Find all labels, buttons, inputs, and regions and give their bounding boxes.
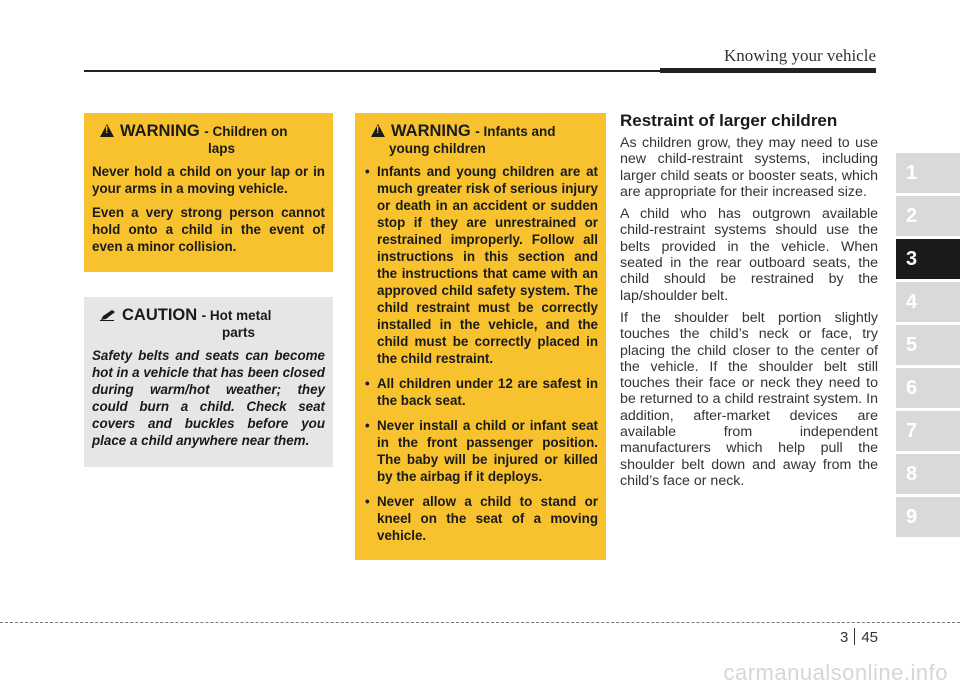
chapter-tab-3[interactable]: 3 <box>896 239 960 279</box>
warning-triangle-icon <box>100 124 114 137</box>
page-number-separator <box>854 628 855 645</box>
warning-triangle-icon <box>371 124 385 137</box>
chapter-tab-6[interactable]: 6 <box>896 368 960 408</box>
header-rule-accent <box>660 68 876 73</box>
list-item: • Never allow a child to stand or kneel on the seat of a moving vehicle. <box>363 493 598 544</box>
body-paragraph: As children grow, they may need to use new child-restraint systems, including larger child seats or booster seats, which are appropriate for their increased size. <box>620 135 878 200</box>
warning-infants-box <box>355 113 606 560</box>
section-title: Restraint of larger children <box>620 111 838 130</box>
body-paragraph: If the shoulder belt portion slightly touches the child’s neck or face, try placing the child closer to the center of the vehicle. If the shoulder belt still touches their face or neck they need to be returned to a child restraint system. In addition, after-market devices are available from independent manufacturers which help pull the shoulder belt down and away from the child’s face or neck. <box>620 309 878 489</box>
chapter-tab-1[interactable]: 1 <box>896 153 960 193</box>
pencil-icon <box>100 309 116 321</box>
warning-title: !WARNING - Infants and young children <box>363 123 598 157</box>
chapter-tab-9[interactable]: 9 <box>896 497 960 537</box>
section-body <box>620 135 878 495</box>
body-paragraph: A child who has outgrown available child-restraint systems should use the belts provided in the vehicle. When seated in the rear outboard seats, the child should be restrained by the lap/shoulder belt. <box>620 206 878 304</box>
chapter-tabs <box>896 153 960 540</box>
warning-paragraph: Never hold a child on your lap or in your arms in a moving vehicle. <box>92 164 325 196</box>
chapter-tab-8[interactable]: 8 <box>896 454 960 494</box>
chapter-tab-2[interactable]: 2 <box>896 196 960 236</box>
warning-children-on-laps-box <box>84 113 333 272</box>
chapter-tab-4[interactable]: 4 <box>896 282 960 322</box>
watermark: carmanualsonline.info <box>723 660 948 685</box>
chapter-tab-5[interactable]: 5 <box>896 325 960 365</box>
list-item: • All children under 12 are safest in the back seat. <box>363 375 598 409</box>
header-title: Knowing your vehicle <box>723 46 876 65</box>
footer-rule <box>0 622 960 623</box>
chapter-number: 3 <box>839 629 849 646</box>
chapter-tab-7[interactable]: 7 <box>896 411 960 451</box>
caution-text: Safety belts and seats can become hot in a vehicle that has been closed during warm/hot weather; they could burn a child. Check seat covers and buckles before you place a child anywhere near them. <box>92 348 325 448</box>
caution-hot-metal-box <box>84 297 333 467</box>
warning-paragraph: Even a very strong person cannot hold onto a child in the event of even a minor collision. <box>92 205 325 254</box>
list-item: • Infants and young children are at much greater risk of serious injury or death in an accident or sudden stop if they are unrestrained or restrained improperly. Follow all instructions in this section and the instructions that came with an approved child safety system. The child restraint must be correctly installed in the vehicle, and the child must be correctly placed in the child restraint. <box>363 163 598 367</box>
caution-title: CAUTION - Hot metal parts <box>92 307 325 341</box>
page-number <box>840 628 878 646</box>
list-item: • Never install a child or infant seat in the front passenger position. The baby will be injured or killed by the airbag if it deploys. <box>363 417 598 485</box>
warning-title: !WARNING - Children on laps <box>92 123 325 157</box>
page-number-value: 45 <box>861 629 878 646</box>
warning-list <box>363 163 598 544</box>
